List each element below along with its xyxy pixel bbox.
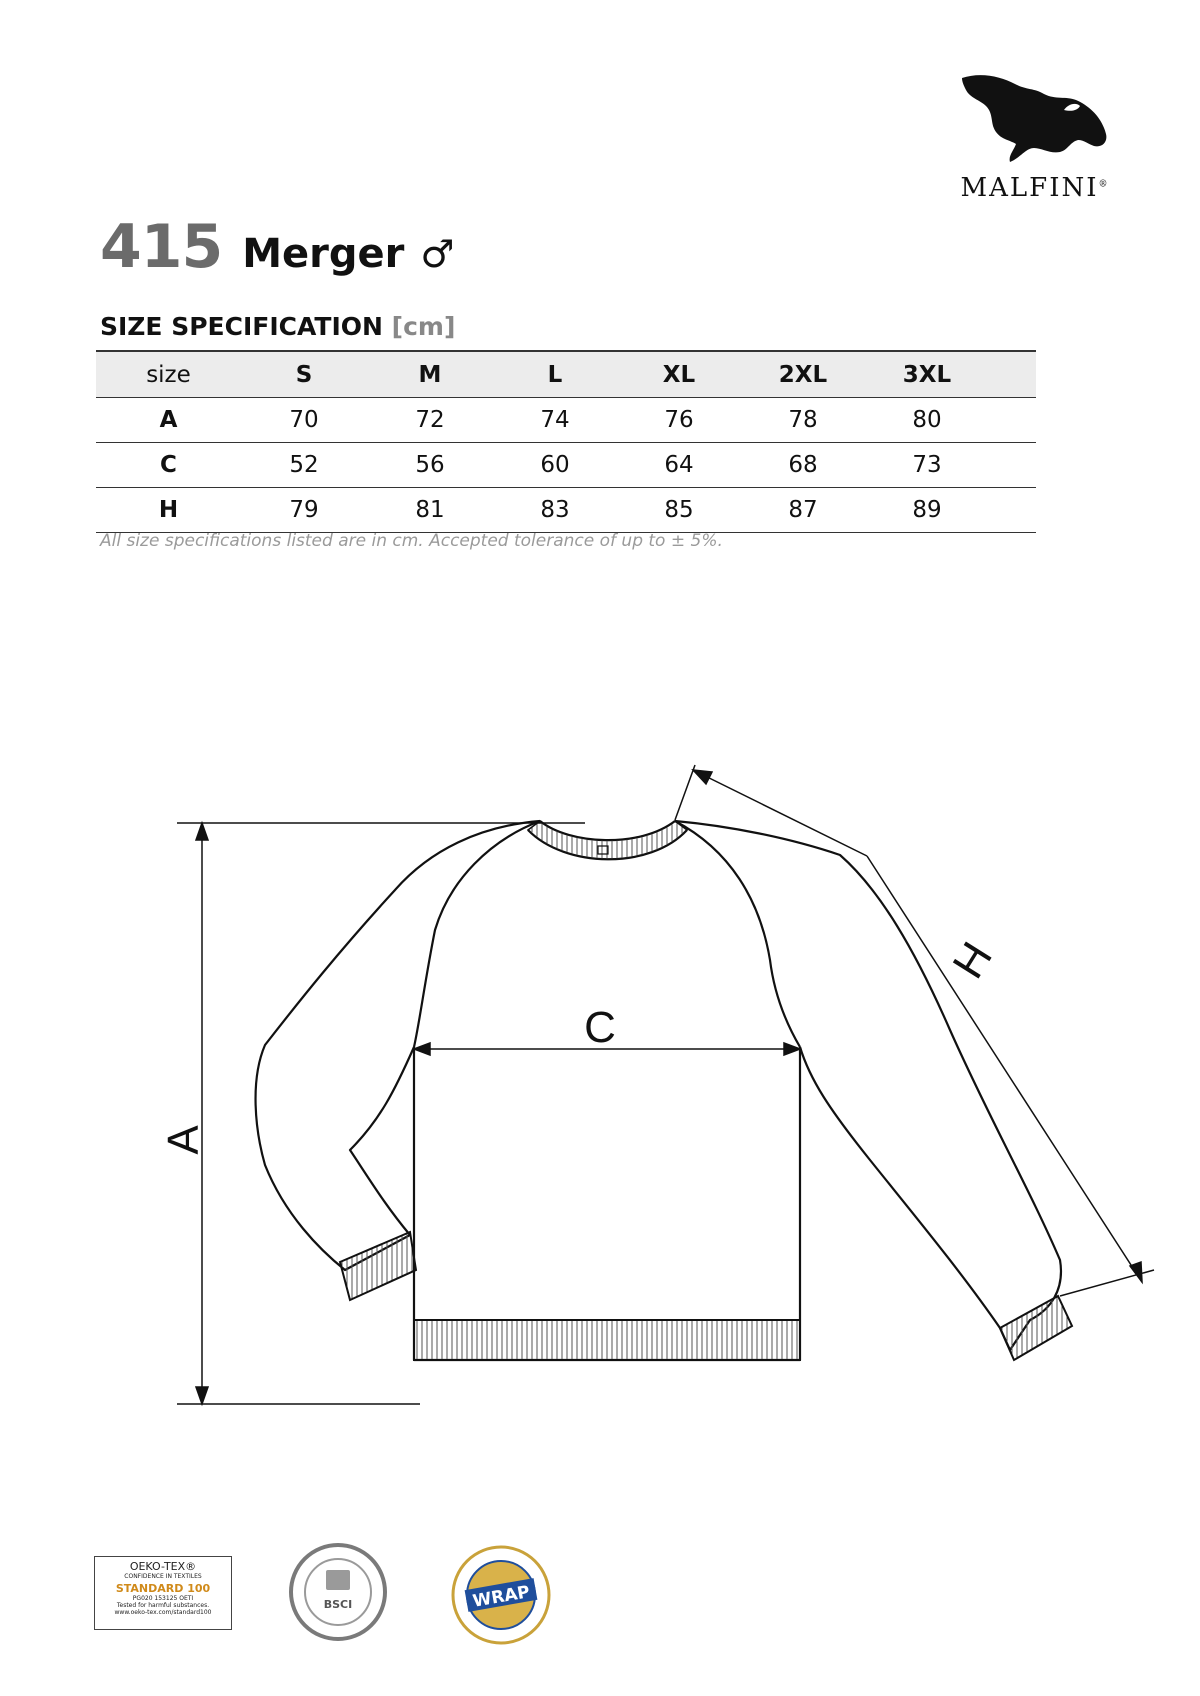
- product-code: 415: [100, 212, 223, 282]
- row-label: H: [158, 497, 179, 523]
- tolerance-note: All size specifications listed are in cm. Accepted tolerance of up to ± 5%.: [100, 531, 723, 551]
- table-cell: 60: [540, 452, 570, 478]
- row-label: A: [159, 407, 178, 433]
- gender-icon: ♂: [420, 232, 455, 276]
- size-spec-title: SIZE SPECIFICATION: [100, 312, 383, 341]
- size-spec-unit: [cm]: [391, 312, 456, 341]
- header-cell-m: M: [418, 361, 442, 388]
- table-cell: 80: [912, 407, 942, 433]
- dimension-h-label: H: [943, 933, 1002, 987]
- header-cell-3xl: 3XL: [902, 361, 952, 388]
- table-cell: 68: [788, 452, 818, 478]
- table-cell: 72: [415, 407, 445, 433]
- bsci-text: BSCI: [323, 1598, 353, 1611]
- wrap-badge: [448, 1542, 554, 1648]
- dimension-a-label: A: [159, 1125, 208, 1155]
- right-cuff-rib: [1000, 1296, 1072, 1360]
- table-cell: 76: [664, 407, 694, 433]
- table-cell: 52: [289, 452, 319, 478]
- table-cell: 83: [540, 497, 570, 523]
- header-cell-s: S: [295, 361, 313, 388]
- hem-rib: [414, 1320, 800, 1360]
- table-cell: 74: [540, 407, 570, 433]
- table-cell: 87: [788, 497, 818, 523]
- table-cell: 56: [415, 452, 445, 478]
- oeko-tex-title: OEKO-TEX®: [129, 1560, 197, 1573]
- table-cell: 85: [664, 497, 694, 523]
- table-cell: 70: [289, 407, 319, 433]
- table-cell: 89: [912, 497, 942, 523]
- oeko-tex-standard: STANDARD 100: [115, 1582, 211, 1595]
- table-cell: 81: [415, 497, 445, 523]
- header-cell-l: L: [547, 361, 563, 388]
- table-cell: 73: [912, 452, 942, 478]
- oeko-tex-badge: [94, 1556, 232, 1630]
- brand-registered: ®: [1098, 179, 1110, 190]
- wrap-text: WRAP: [471, 1582, 532, 1612]
- table-cell: 64: [664, 452, 694, 478]
- hands-icon: [326, 1570, 350, 1590]
- header-cell-size: size: [146, 361, 191, 388]
- table-cell: 79: [289, 497, 319, 523]
- oeko-tex-tagline: CONFIDENCE IN TEXTILES: [124, 1573, 202, 1580]
- certification-badges: [94, 1542, 564, 1652]
- dimension-c-label: C: [584, 1003, 616, 1052]
- product-name: Merger: [242, 231, 405, 277]
- header-cell-xl: XL: [662, 361, 696, 388]
- oeko-tex-certificate: PG020 153125 OETI: [132, 1595, 194, 1602]
- left-cuff-rib: [340, 1232, 416, 1300]
- row-label: C: [160, 452, 177, 478]
- oeko-tex-tested: Tested for harmful substances.: [116, 1602, 210, 1609]
- oeko-tex-url: www.oeko-tex.com/standard100: [114, 1609, 212, 1616]
- table-cell: 78: [788, 407, 818, 433]
- header-cell-2xl: 2XL: [778, 361, 828, 388]
- brand-name: MALFINI: [960, 173, 1099, 203]
- bsci-badge: [288, 1542, 388, 1642]
